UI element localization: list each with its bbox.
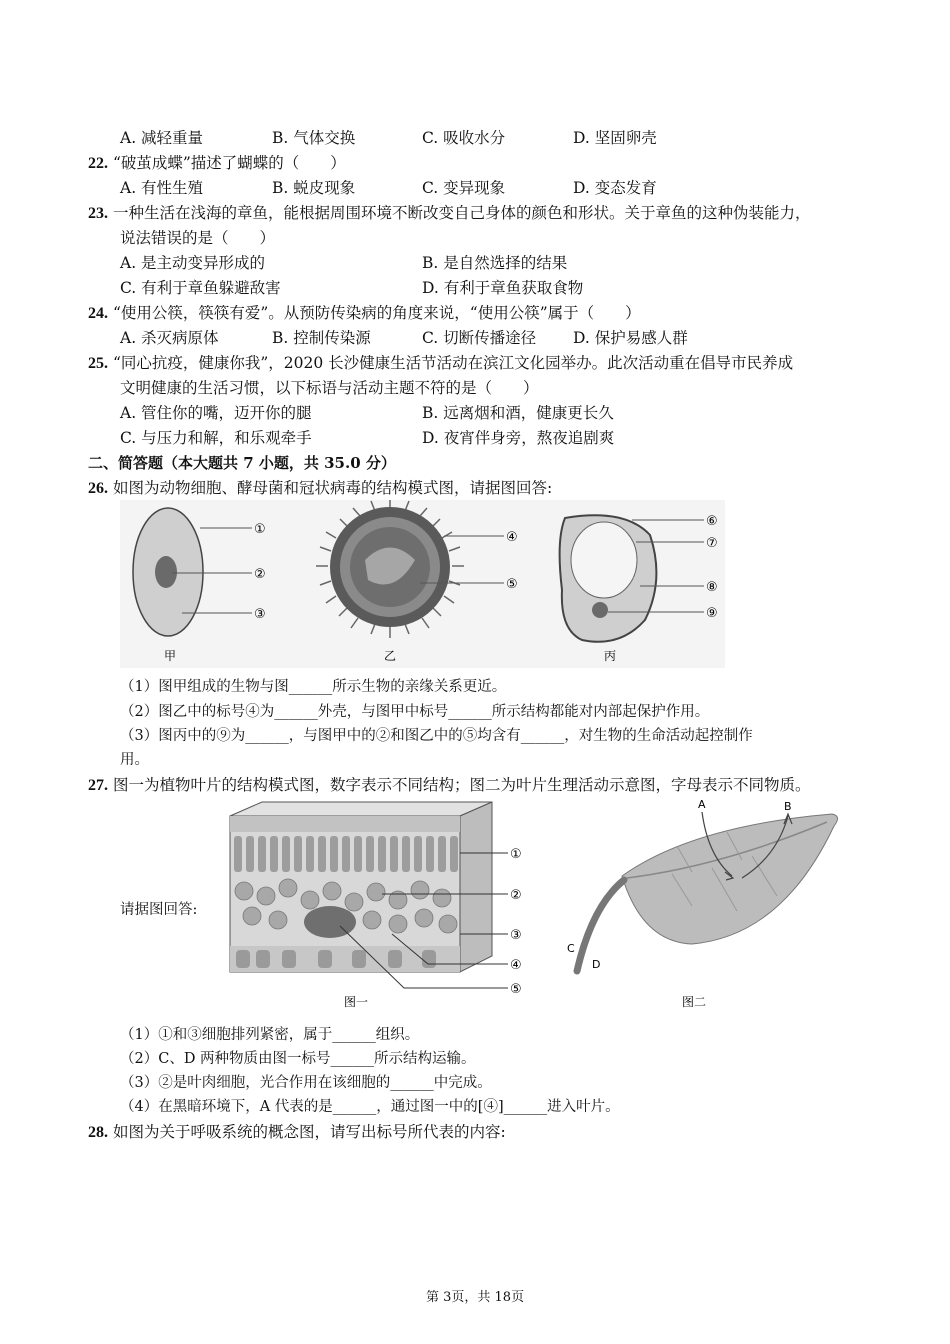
label-1: ① — [254, 522, 266, 537]
q22-option-d: D. 变态发育 — [573, 179, 657, 197]
q23-stem — [88, 203, 810, 224]
q27-sub-4: （4）在黑暗环境下，A 代表的是______，通过图一中的[④]______进入叶片。 — [120, 1099, 620, 1115]
label-6: ⑥ — [706, 514, 718, 529]
q26-stem — [88, 478, 552, 499]
q21-option-c: C. 吸收水分 — [422, 129, 506, 147]
label-2: ② — [254, 567, 266, 582]
page-footer: 第 3页，共 18页 — [426, 1290, 525, 1305]
label-3: ③ — [254, 607, 266, 622]
q26-sub-2: （2）图乙中的标号④为______外壳，与图甲中标号______所示结构都能对内部起保护作用。 — [120, 704, 710, 720]
q27-lead: 请据图回答: — [120, 902, 198, 918]
q25-text-2: 文明健康的生活习惯，以下标语与活动主题不符的是（ ） — [120, 379, 539, 397]
label-4: ④ — [506, 530, 518, 545]
q22-number: 22. — [88, 155, 108, 172]
q24-text: “使用公筷，筷筷有爱”。从预防传染病的角度来说，“使用公筷”属于（ ） — [112, 304, 641, 322]
q25-option-d: D. 夜宵伴身旁，熬夜追剧爽 — [422, 429, 615, 447]
fig1-caption: 图一 — [344, 995, 369, 1009]
q25-option-a: A. 管住你的嘴，迈开你的腿 — [120, 404, 312, 422]
q26-cell-figure — [120, 500, 725, 668]
leaf-label-a: A — [698, 798, 706, 811]
q26-number: 26. — [88, 480, 108, 497]
q27-stem — [88, 775, 810, 796]
fig2-caption: 图二 — [682, 995, 707, 1009]
q21-option-d: D. 坚固卵壳 — [573, 129, 657, 147]
q27-text: 图一为植物叶片的结构模式图，数字表示不同结构；图二为叶片生理活动示意图，字母表示不同物质。 — [112, 776, 811, 794]
q26-text: 如图为动物细胞、酵母菌和冠状病毒的结构模式图，请据图回答: — [112, 479, 553, 497]
q24-option-d: D. 保护易感人群 — [573, 329, 688, 347]
q22-option-c: C. 变异现象 — [422, 179, 506, 197]
q24-option-c: C. 切断传播途径 — [422, 329, 537, 347]
q27-sub-2: （2）C、D 两种物质由图一标号______所示结构运输。 — [120, 1051, 476, 1067]
q21-option-b: B. 气体交换 — [272, 129, 356, 147]
q24-stem — [88, 303, 641, 324]
q25-stem — [88, 353, 793, 374]
leaf-label-2: ② — [510, 888, 522, 903]
q27-leaf-figure — [222, 796, 852, 1010]
q26-sub-3b: 用。 — [120, 752, 149, 768]
vein-icon — [304, 906, 356, 938]
q23-option-c: C. 有利于章鱼躲避敌害 — [120, 279, 281, 297]
q22-text: “破茧成蝶”描述了蝴蝶的（ ） — [112, 154, 346, 172]
q23-number: 23. — [88, 205, 108, 222]
label-8: ⑧ — [706, 580, 718, 595]
q23-option-a: A. 是主动变异形成的 — [120, 254, 266, 272]
q25-option-b: B. 远离烟和酒，健康更长久 — [422, 404, 614, 422]
q23-text-2: 说法错误的是（ ） — [120, 229, 276, 247]
label-bing: 丙 — [604, 649, 617, 663]
q27-sub-3: （3）②是叶肉细胞，光合作用在该细胞的______中完成。 — [120, 1075, 492, 1091]
q22-stem — [88, 153, 346, 174]
q23-text-1: 一种生活在浅海的章鱼，能根据周围环境不断改变自己身体的颜色和形状。关于章鱼的这种伪装能力， — [112, 204, 811, 222]
yeast-nucleus-icon — [592, 602, 608, 618]
q25-number: 25. — [88, 355, 108, 372]
leaf-label-3: ③ — [510, 928, 522, 943]
leaf-label-d: D — [592, 958, 601, 971]
q28-number: 28. — [88, 1124, 108, 1141]
label-yi: 乙 — [384, 649, 397, 663]
label-7: ⑦ — [706, 536, 718, 551]
q26-sub-3a: （3）图丙中的⑨为______，与图甲中的②和图乙中的⑤均含有______，对生物的生命活动起控制作 — [120, 728, 753, 744]
q28-text: 如图为关于呼吸系统的概念图，请写出标号所代表的内容: — [112, 1123, 506, 1141]
q24-option-a: A. 杀灭病原体 — [120, 329, 219, 347]
q24-number: 24. — [88, 305, 108, 322]
q24-option-b: B. 控制传染源 — [272, 329, 371, 347]
label-5: ⑤ — [506, 577, 518, 592]
q26-sub-1: （1）图甲组成的生物与图______所示生物的亲缘关系更近。 — [120, 679, 507, 695]
label-jia: 甲 — [164, 649, 177, 663]
vacuole-icon — [571, 522, 637, 598]
section-heading: 二、简答题（本大题共 7 小题，共 35.0 分） — [88, 454, 396, 472]
q27-sub-1: （1）①和③细胞排列紧密，属于______组织。 — [120, 1027, 420, 1043]
q23-option-d: D. 有利于章鱼获取食物 — [422, 279, 584, 297]
nucleus-icon — [155, 556, 177, 588]
q21-option-a: A. 减轻重量 — [120, 129, 204, 147]
leaf-label-1: ① — [510, 847, 522, 862]
q25-text-1: “同心抗疫，健康你我”，2020 长沙健康生活节活动在滨江文化园举办。此次活动重在倡导市民养成 — [112, 354, 794, 372]
label-9: ⑨ — [706, 606, 718, 621]
leaf-label-c: C — [567, 942, 575, 955]
q22-option-a: A. 有性生殖 — [120, 179, 204, 197]
leaf-label-5: ⑤ — [510, 982, 522, 997]
leaf-label-b: B — [784, 800, 792, 813]
q28-stem — [88, 1122, 506, 1143]
q27-number: 27. — [88, 777, 108, 794]
leaf-label-4: ④ — [510, 958, 522, 973]
q22-option-b: B. 蜕皮现象 — [272, 179, 356, 197]
q23-option-b: B. 是自然选择的结果 — [422, 254, 568, 272]
q25-option-c: C. 与压力和解，和乐观牵手 — [120, 429, 312, 447]
